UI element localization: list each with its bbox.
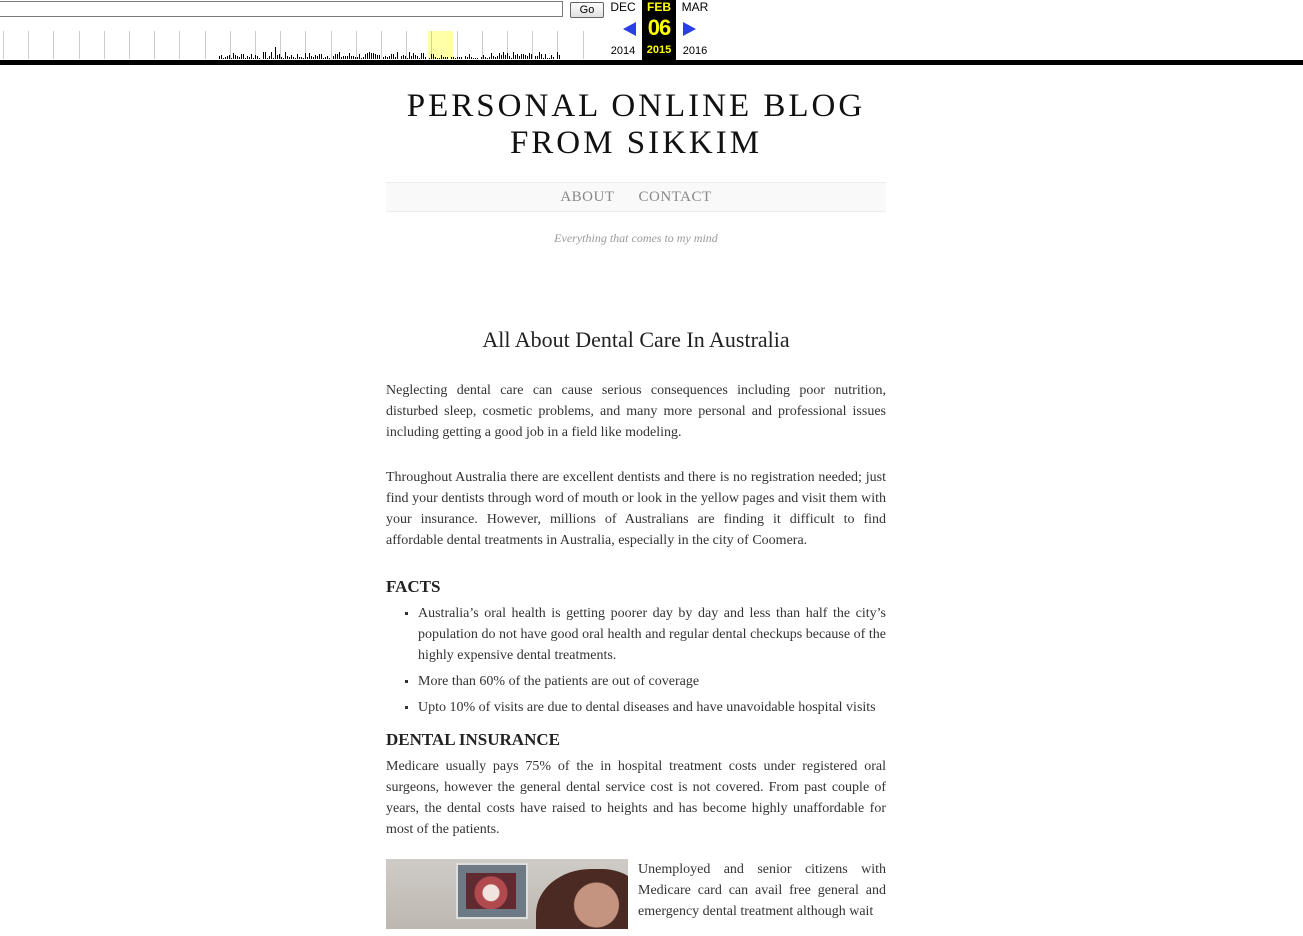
- capture-bar: [315, 55, 316, 59]
- toolbar-divider: [0, 60, 1303, 65]
- capture-bar: [275, 47, 276, 59]
- capture-bar: [407, 58, 408, 59]
- capture-bar: [285, 52, 286, 59]
- prev-month-label[interactable]: DEC: [610, 0, 636, 14]
- capture-bar: [365, 54, 366, 59]
- capture-bar: [507, 53, 508, 59]
- capture-bar: [535, 56, 536, 59]
- capture-bar: [559, 55, 560, 59]
- capture-bar: [547, 58, 548, 59]
- post-paragraph: Medicare usually pays 75% of the in hospital treatment costs under registered oral surgeons, however the general dental service cost is not covered. From past couple of years, the dental costs have raised to heights and has become highly unaffordable for most of the patients.: [386, 759, 886, 837]
- capture-bar: [371, 53, 372, 59]
- capture-bar: [487, 58, 488, 59]
- capture-bar: [509, 56, 510, 59]
- capture-bar: [517, 54, 518, 59]
- capture-bar: [385, 56, 386, 59]
- capture-bar: [325, 57, 326, 59]
- section-heading-facts: FACTS: [386, 577, 441, 596]
- capture-bar: [521, 54, 522, 59]
- capture-bar: [473, 58, 474, 59]
- capture-bar: [415, 55, 416, 59]
- capture-bar: [311, 56, 312, 59]
- capture-bar: [327, 56, 328, 59]
- capture-bar: [515, 55, 516, 59]
- capture-bar: [333, 56, 334, 59]
- capture-bar: [529, 53, 530, 59]
- capture-bar: [351, 56, 352, 59]
- capture-bar: [445, 57, 446, 59]
- go-button[interactable]: Go: [570, 2, 604, 18]
- capture-bar: [525, 55, 526, 59]
- capture-bar: [375, 54, 376, 59]
- capture-bar: [307, 57, 308, 59]
- capture-bar: [293, 57, 294, 59]
- capture-bar: [545, 54, 546, 59]
- capture-bar: [453, 57, 454, 59]
- capture-bar: [443, 57, 444, 59]
- capture-bar: [359, 54, 360, 59]
- site-tagline: Everything that comes to my mind: [554, 231, 718, 245]
- capture-bar: [467, 57, 468, 59]
- list-item: ▪ More than 60% of the patients are out of coverage: [418, 671, 886, 692]
- capture-bar: [457, 57, 458, 59]
- capture-bar: [455, 58, 456, 59]
- capture-bar: [519, 56, 520, 59]
- capture-bar: [489, 57, 490, 59]
- capture-bar: [395, 57, 396, 59]
- capture-bar: [295, 58, 296, 59]
- capture-bar: [277, 55, 278, 59]
- capture-bar: [483, 55, 484, 59]
- post-paragraph: Unemployed and senior citizens with Medicare card can avail free general and emergency dental treatment although wait: [638, 862, 886, 919]
- capture-bar: [481, 57, 482, 59]
- next-capture-arrow-icon[interactable]: [683, 22, 696, 36]
- capture-bar: [229, 55, 230, 59]
- capture-bar: [367, 53, 368, 59]
- capture-bar: [233, 53, 234, 59]
- capture-bar: [297, 54, 298, 59]
- capture-bar: [387, 57, 388, 59]
- capture-bar: [329, 58, 330, 59]
- post-paragraph: Throughout Australia there are excellent dentists and there is no registration needed; just find your dentists through word of mouth or look in the yellow pages and visit them with your insurance. However, millions of Australians are finding it difficult to find affordable dental treatments in Australia, especially in the city of Coomera.: [386, 470, 886, 548]
- capture-bar: [347, 56, 348, 59]
- post-title[interactable]: All About Dental Care In Australia: [482, 327, 790, 352]
- capture-bar: [357, 57, 358, 59]
- capture-bar: [391, 54, 392, 59]
- capture-bar: [269, 56, 270, 59]
- capture-bar: [557, 52, 558, 59]
- post-content: [386, 326, 886, 929]
- next-month-label[interactable]: MAR: [681, 0, 709, 14]
- capture-bar: [471, 57, 472, 59]
- capture-bar: [493, 56, 494, 59]
- capture-bar: [263, 52, 264, 59]
- capture-bar: [225, 57, 226, 59]
- capture-bar: [409, 52, 410, 59]
- capture-bar: [425, 57, 426, 59]
- capture-bar: [417, 56, 418, 59]
- capture-bar: [227, 56, 228, 59]
- capture-bar: [239, 57, 240, 59]
- list-item: ▪ Upto 10% of visits are due to dental diseases and have unavoidable hospital visits: [418, 697, 886, 718]
- capture-bar: [477, 58, 478, 59]
- capture-bar: [355, 57, 356, 59]
- main-nav: [386, 182, 886, 212]
- url-input[interactable]: [0, 1, 563, 17]
- nav-contact[interactable]: CONTACT: [638, 189, 712, 205]
- capture-bar: [491, 53, 492, 59]
- capture-bar: [503, 52, 504, 59]
- capture-bar: [451, 57, 452, 59]
- dentist-photo: [386, 859, 628, 929]
- capture-bar: [511, 58, 512, 59]
- capture-bar: [249, 57, 250, 59]
- capture-bar: [317, 56, 318, 59]
- capture-bar: [551, 55, 552, 59]
- next-year-label[interactable]: 2016: [682, 45, 708, 57]
- list-item: ▪ Australia’s oral health is getting poorer day by day and less than half the city’s population do not have good oral health and regular dental checkups because of the highly expensive dental treatments.: [418, 603, 886, 666]
- capture-bar: [265, 52, 266, 59]
- capture-bar: [303, 58, 304, 59]
- capture-bar: [369, 52, 370, 59]
- capture-bar: [513, 52, 514, 59]
- capture-bar: [305, 53, 306, 59]
- capture-bar: [221, 55, 222, 59]
- current-capture-date: [642, 0, 676, 60]
- capture-bar: [287, 56, 288, 59]
- capture-bar: [267, 58, 268, 59]
- capture-bar: [429, 58, 430, 59]
- monitor-graphic: [456, 863, 528, 919]
- capture-bar: [349, 53, 350, 59]
- capture-bar: [403, 55, 404, 59]
- site-title[interactable]: PERSONAL ONLINE BLOG FROM SIKKIM: [406, 88, 866, 161]
- capture-bar: [243, 54, 244, 59]
- section-heading-insurance: DENTAL INSURANCE: [386, 730, 560, 749]
- capture-bar: [437, 58, 438, 59]
- capture-bar: [469, 54, 470, 59]
- capture-bar: [273, 58, 274, 59]
- capture-bar: [377, 55, 378, 59]
- facts-list: [386, 603, 886, 718]
- capture-bar: [475, 58, 476, 59]
- capture-bar: [441, 55, 442, 59]
- capture-bar: [323, 58, 324, 59]
- capture-bar: [247, 56, 248, 59]
- capture-bar: [237, 56, 238, 59]
- capture-bar: [461, 57, 462, 59]
- capture-bar: [251, 54, 252, 59]
- capture-bar: [241, 54, 242, 59]
- capture-bar: [301, 57, 302, 59]
- capture-bar: [537, 56, 538, 59]
- capture-bar: [341, 57, 342, 59]
- capture-bar: [321, 54, 322, 59]
- capture-bar: [419, 58, 420, 59]
- capture-bar: [235, 55, 236, 59]
- capture-bar: [361, 58, 362, 59]
- capture-bar: [541, 54, 542, 59]
- capture-bar: [465, 56, 466, 59]
- capture-bar: [257, 56, 258, 59]
- wayback-toolbar: [0, 0, 1303, 60]
- capture-bar: [363, 57, 364, 59]
- capture-bar: [255, 55, 256, 59]
- capture-bar: [505, 55, 506, 59]
- capture-bar: [447, 57, 448, 59]
- capture-bar: [245, 58, 246, 59]
- capture-bar: [231, 58, 232, 59]
- capture-bar: [219, 56, 220, 59]
- capture-bar: [435, 57, 436, 59]
- capture-bar: [299, 57, 300, 59]
- capture-bar: [499, 53, 500, 59]
- capture-bar: [279, 54, 280, 59]
- capture-bar: [353, 56, 354, 59]
- post-paragraph: Neglecting dental care can cause serious consequences including poor nutrition, disturbed sleep, cosmetic problems, and many more personal and professional issues including getting a good job in a field like modeling.: [386, 383, 886, 440]
- capture-bar: [549, 58, 550, 59]
- capture-bar: [339, 52, 340, 59]
- capture-sparkline[interactable]: [0, 28, 600, 59]
- capture-bar: [439, 58, 440, 59]
- capture-bar: [423, 53, 424, 59]
- current-year: 2015: [646, 44, 672, 56]
- capture-bar: [497, 56, 498, 59]
- capture-bar: [345, 56, 346, 59]
- capture-bar: [389, 56, 390, 59]
- person-graphic: [536, 869, 628, 929]
- capture-bar: [223, 58, 224, 59]
- capture-bar: [283, 58, 284, 59]
- capture-bar: [397, 52, 398, 59]
- capture-bar: [531, 54, 532, 59]
- capture-bar: [309, 53, 310, 59]
- capture-bar: [271, 52, 272, 59]
- capture-bar: [289, 57, 290, 59]
- capture-bar: [253, 58, 254, 59]
- capture-bar: [405, 56, 406, 59]
- capture-bar: [281, 57, 282, 59]
- capture-bar: [523, 54, 524, 59]
- current-day: 06: [647, 15, 671, 40]
- capture-bar: [527, 56, 528, 59]
- capture-bar: [553, 57, 554, 59]
- capture-bar: [393, 54, 394, 59]
- capture-bar: [401, 56, 402, 59]
- capture-bar: [413, 53, 414, 59]
- capture-bar: [373, 53, 374, 59]
- capture-bar: [335, 54, 336, 59]
- capture-bar: [319, 54, 320, 59]
- capture-bar: [343, 56, 344, 59]
- capture-bar: [485, 57, 486, 59]
- capture-bar: [379, 55, 380, 59]
- capture-bar: [291, 55, 292, 59]
- capture-bar: [337, 54, 338, 59]
- capture-bar: [459, 57, 460, 59]
- capture-bar: [539, 52, 540, 59]
- current-month: FEB: [647, 0, 671, 14]
- prev-capture-arrow-icon[interactable]: [623, 22, 636, 36]
- capture-bar: [421, 53, 422, 59]
- capture-bar: [383, 57, 384, 59]
- capture-bar: [433, 54, 434, 59]
- nav-about[interactable]: ABOUT: [560, 189, 615, 205]
- capture-bar: [259, 58, 260, 59]
- capture-bar: [495, 57, 496, 59]
- capture-bar: [543, 58, 544, 59]
- capture-bar: [411, 56, 412, 59]
- post-media: [386, 859, 886, 929]
- capture-bar: [313, 57, 314, 59]
- capture-bar: [501, 55, 502, 59]
- prev-year-label[interactable]: 2014: [610, 45, 636, 57]
- capture-bar: [431, 54, 432, 59]
